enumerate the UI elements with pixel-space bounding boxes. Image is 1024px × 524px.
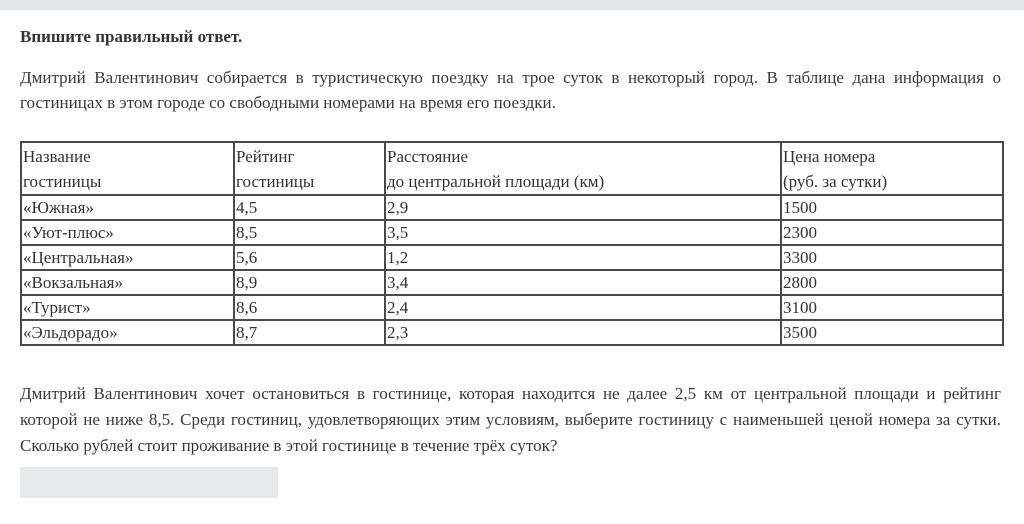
cell-rating: 8,5 — [234, 220, 385, 245]
table-row — [21, 320, 1003, 345]
cell-price: 3500 — [781, 320, 1003, 345]
cell-rating: 8,6 — [234, 295, 385, 320]
cell-hotel-name: «Турист» — [21, 295, 234, 320]
cell-price: 1500 — [781, 195, 1003, 220]
top-bar — [0, 0, 1024, 10]
problem-question: Дмитрий Валентинович хочет остановиться в гостинице, которая находится не далее 2,5 км от центральной площади и рейтинг которой не ниже 8,5. Среди гостиниц, удовлетворяющих этим условиям, выберите гостиницу с наименьшей ценой номера за сутки. Сколько рублей стоит проживание в этой гостинице в течение трёх суток? — [20, 384, 1001, 455]
header-cell-price: Цена номера (руб. за сутки) — [781, 142, 1003, 195]
table-row — [21, 295, 1003, 320]
table-row — [21, 245, 1003, 270]
table-row — [21, 270, 1003, 295]
header-cell-distance: Расстояние до центральной площади (км) — [385, 142, 781, 195]
cell-hotel-name: «Вокзальная» — [21, 270, 234, 295]
cell-price: 2800 — [781, 270, 1003, 295]
cell-distance: 1,2 — [385, 245, 781, 270]
cell-hotel-name: «Южная» — [21, 195, 234, 220]
cell-hotel-name: «Центральная» — [21, 245, 234, 270]
table-row — [21, 220, 1003, 245]
table-header-row — [21, 142, 1003, 195]
table-row — [21, 195, 1003, 220]
cell-rating: 8,7 — [234, 320, 385, 345]
cell-rating: 8,9 — [234, 270, 385, 295]
cell-price: 2300 — [781, 220, 1003, 245]
cell-price: 3300 — [781, 245, 1003, 270]
cell-hotel-name: «Эльдорадо» — [21, 320, 234, 345]
answer-input[interactable] — [20, 467, 278, 498]
cell-distance: 2,9 — [385, 195, 781, 220]
cell-distance: 2,4 — [385, 295, 781, 320]
cell-distance: 3,4 — [385, 270, 781, 295]
cell-distance: 2,3 — [385, 320, 781, 345]
header-cell-rating: Рейтинг гостиницы — [234, 142, 385, 195]
cell-rating: 4,5 — [234, 195, 385, 220]
header-cell-name: Название гостиницы — [21, 142, 234, 195]
cell-rating: 5,6 — [234, 245, 385, 270]
problem-intro: Дмитрий Валентинович собирается в туристическую поездку на трое суток в некоторый город. В таблице дана информация о гостиницах в этом городе со свободными номерами на время его поездки. — [20, 68, 1001, 112]
cell-hotel-name: «Уют-плюс» — [21, 220, 234, 245]
cell-price: 3100 — [781, 295, 1003, 320]
hotels-table — [20, 141, 1004, 346]
cell-distance: 3,5 — [385, 220, 781, 245]
task-instruction: Впишите правильный ответ. — [20, 27, 243, 46]
